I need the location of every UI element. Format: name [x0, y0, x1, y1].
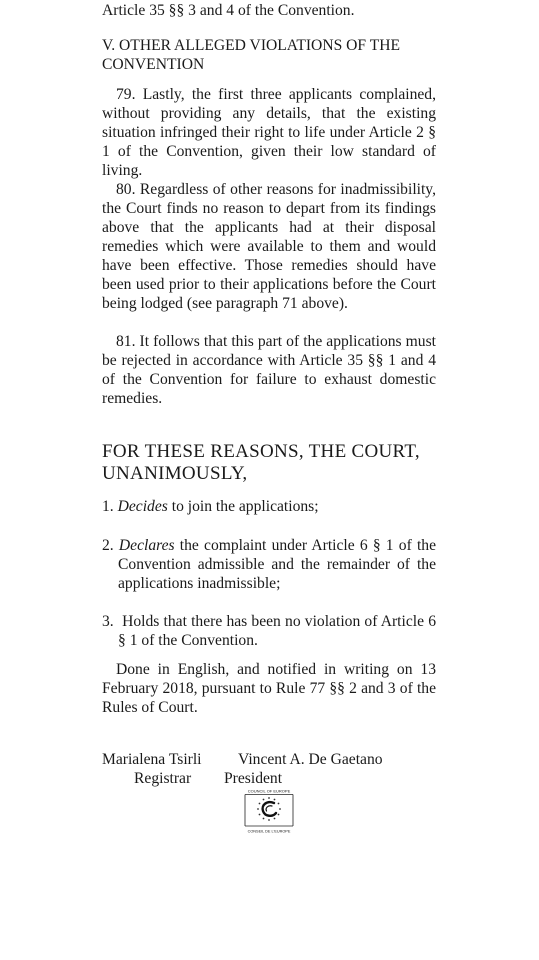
- seal-bottom-text: CONSEIL DE L'EUROPE: [247, 829, 291, 834]
- closing-statement: Done in English, and notified in writing on 13 February 2018, pursuant to Rule 77 §§ 2 and 3 of the Rules of Court.: [102, 661, 436, 716]
- item-verb: Declares: [118, 537, 175, 554]
- item-text: the complaint under Article 6 § 1 of the Convention admissible and the remainder of the applications inadmissible;: [118, 537, 437, 592]
- paragraph-81: 81. It follows that this part of the applications must be rejected in accordance with Article 35 §§ 1 and 4 of the Convention for failure to exhaust domestic remedies.: [102, 333, 436, 407]
- operative-item-1: [102, 497, 436, 516]
- item-number: 2.: [102, 537, 114, 554]
- registrar-role: Registrar: [134, 770, 192, 787]
- section-heading: V. OTHER ALLEGED VIOLATIONS OF THE CONVENTION: [102, 37, 401, 73]
- item-verb: Decides: [117, 498, 168, 515]
- council-of-europe-logo-icon: [241, 788, 297, 834]
- paragraph-79: 79. Lastly, the first three applicants complained, without providing any details, that the existing situation infringed their right to life under Article 2 § 1 of the Convention, given their low standard of living.: [102, 86, 436, 179]
- previous-paragraph-end: Article 35 §§ 3 and 4 of the Convention.: [102, 2, 355, 19]
- operative-item-3: [102, 612, 436, 650]
- item-verb: Holds: [122, 613, 160, 630]
- reasons-heading: FOR THESE REASONS, THE COURT, UNANIMOUSLY,: [102, 441, 420, 484]
- item-number: 3.: [102, 613, 114, 630]
- president-role: President: [224, 770, 283, 787]
- registrar-name: Marialena Tsirli: [102, 751, 202, 768]
- seal-top-text: COUNCIL OF EUROPE: [247, 788, 291, 794]
- item-text: to join the applications;: [171, 498, 319, 515]
- president-name: Vincent A. De Gaetano: [238, 751, 383, 768]
- council-of-europe-seal: [241, 788, 297, 834]
- item-number: 1.: [102, 498, 114, 515]
- operative-item-2: [102, 536, 436, 593]
- item-text: that there has been no violation of Article 6 § 1 of the Convention.: [118, 613, 437, 649]
- paragraph-80: 80. Regardless of other reasons for inadmissibility, the Court finds no reason to depart from its findings above that the applicants had at their disposal remedies which were available to them and would have been effective. Those remedies should have been used prior to their applications before the Court being lodged (see paragraph 71 above).: [102, 181, 436, 312]
